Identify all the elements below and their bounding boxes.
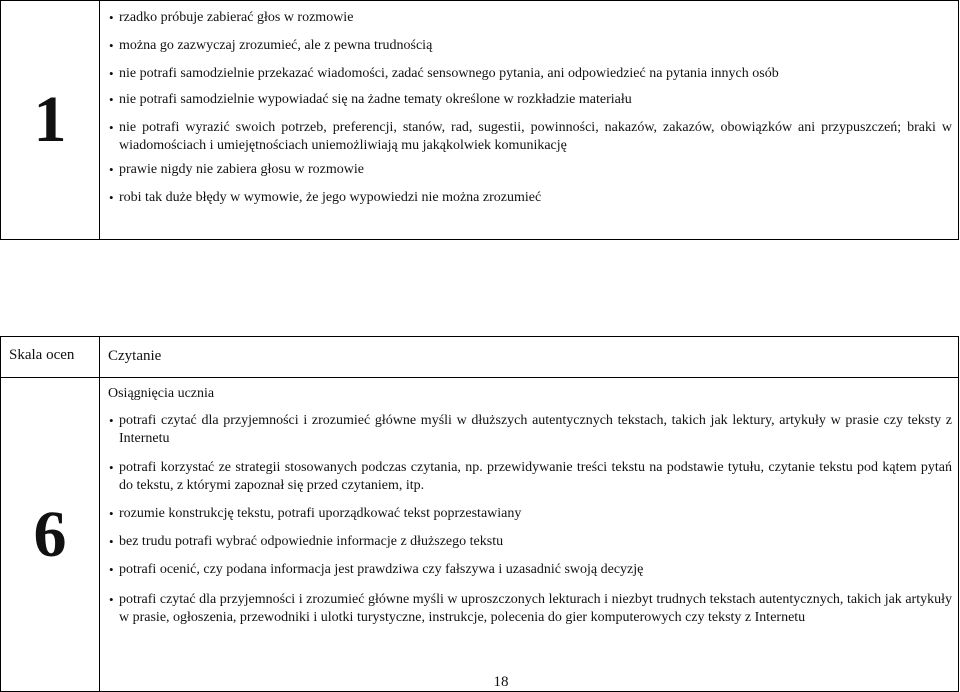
criteria-item: • nie potrafi wyrazić swoich potrzeb, preferencji, stanów, rad, sugestii, powinności, nakazów, zakazów, obowiązków ani przypuszczeń; braki w wiadomościach i umiejętnościach uniemożliwiają mu jakąkolwiek komunikację <box>108 119 952 155</box>
criteria-item: • można go zazwyczaj zrozumieć, ale z pewna trudnością <box>108 37 952 55</box>
grade-6-reading-table <box>0 336 959 692</box>
criteria-item: • prawie nigdy nie zabiera głosu w rozmowie <box>108 161 952 179</box>
criteria-item: • nie potrafi samodzielnie przekazać wiadomości, zadać sensownego pytania, ani odpowiedzieć na pytania innych osób <box>108 65 952 83</box>
scale-label-cell <box>1 337 100 378</box>
skill-header: Czytanie <box>100 337 959 378</box>
achievements-list <box>108 412 952 627</box>
grade-number: 6 <box>33 497 67 571</box>
criteria-item: • robi tak duże błędy w wymowie, że jego wypowiedzi nie można zrozumieć <box>108 189 952 207</box>
grade-1-table <box>0 0 959 240</box>
achievement-item: • potrafi korzystać ze strategii stosowanych podczas czytania, np. przewidywanie treści tekstu na podstawie tytułu, czytanie tekstu pod kątem pytań do tekstu, z którymi zapoznał się przed czytaniem, itp. <box>108 459 952 495</box>
grade-number: 1 <box>33 83 67 156</box>
criteria-item: • nie potrafi samodzielnie wypowiadać się na żadne tematy określone w rozkładzie materiału <box>108 91 952 109</box>
achievement-item: • potrafi czytać dla przyjemności i zrozumieć główne myśli w uproszczonych lekturach i niezbyt trudnych tekstach autentycznych, takich jak artykuły w prasie, ogłoszenia, przewodniki i ulotki turystyczne, instrukcje, polecenia do gier komputerowych czy teksty z Internetu <box>108 591 952 627</box>
criteria-cell <box>100 1 959 240</box>
achievement-item: • bez trudu potrafi wybrać odpowiednie informacje z dłuższego tekstu <box>108 533 952 551</box>
criteria-list <box>108 9 952 207</box>
scale-label: Skala ocen <box>9 347 75 363</box>
achievement-item: • potrafi ocenić, czy podana informacja jest prawdziwa czy fałszywa i uzasadnić swoją decyzję <box>108 561 952 579</box>
achievement-item: • rozumie konstrukcję tekstu, potrafi uporządkować tekst poprzestawiany <box>108 505 952 523</box>
achievements-cell <box>100 378 959 692</box>
grade-cell <box>1 378 100 692</box>
grade-cell <box>1 1 100 240</box>
criteria-item: • rzadko próbuje zabierać głos w rozmowie <box>108 9 952 27</box>
page-number: 18 <box>493 674 509 690</box>
achievements-header: Osiągnięcia ucznia <box>108 386 215 401</box>
achievement-item: • potrafi czytać dla przyjemności i zrozumieć główne myśli w dłuższych autentycznych tekstach, takich jak lektury, artykuły w prasie czy teksty z Internetu <box>108 412 952 448</box>
